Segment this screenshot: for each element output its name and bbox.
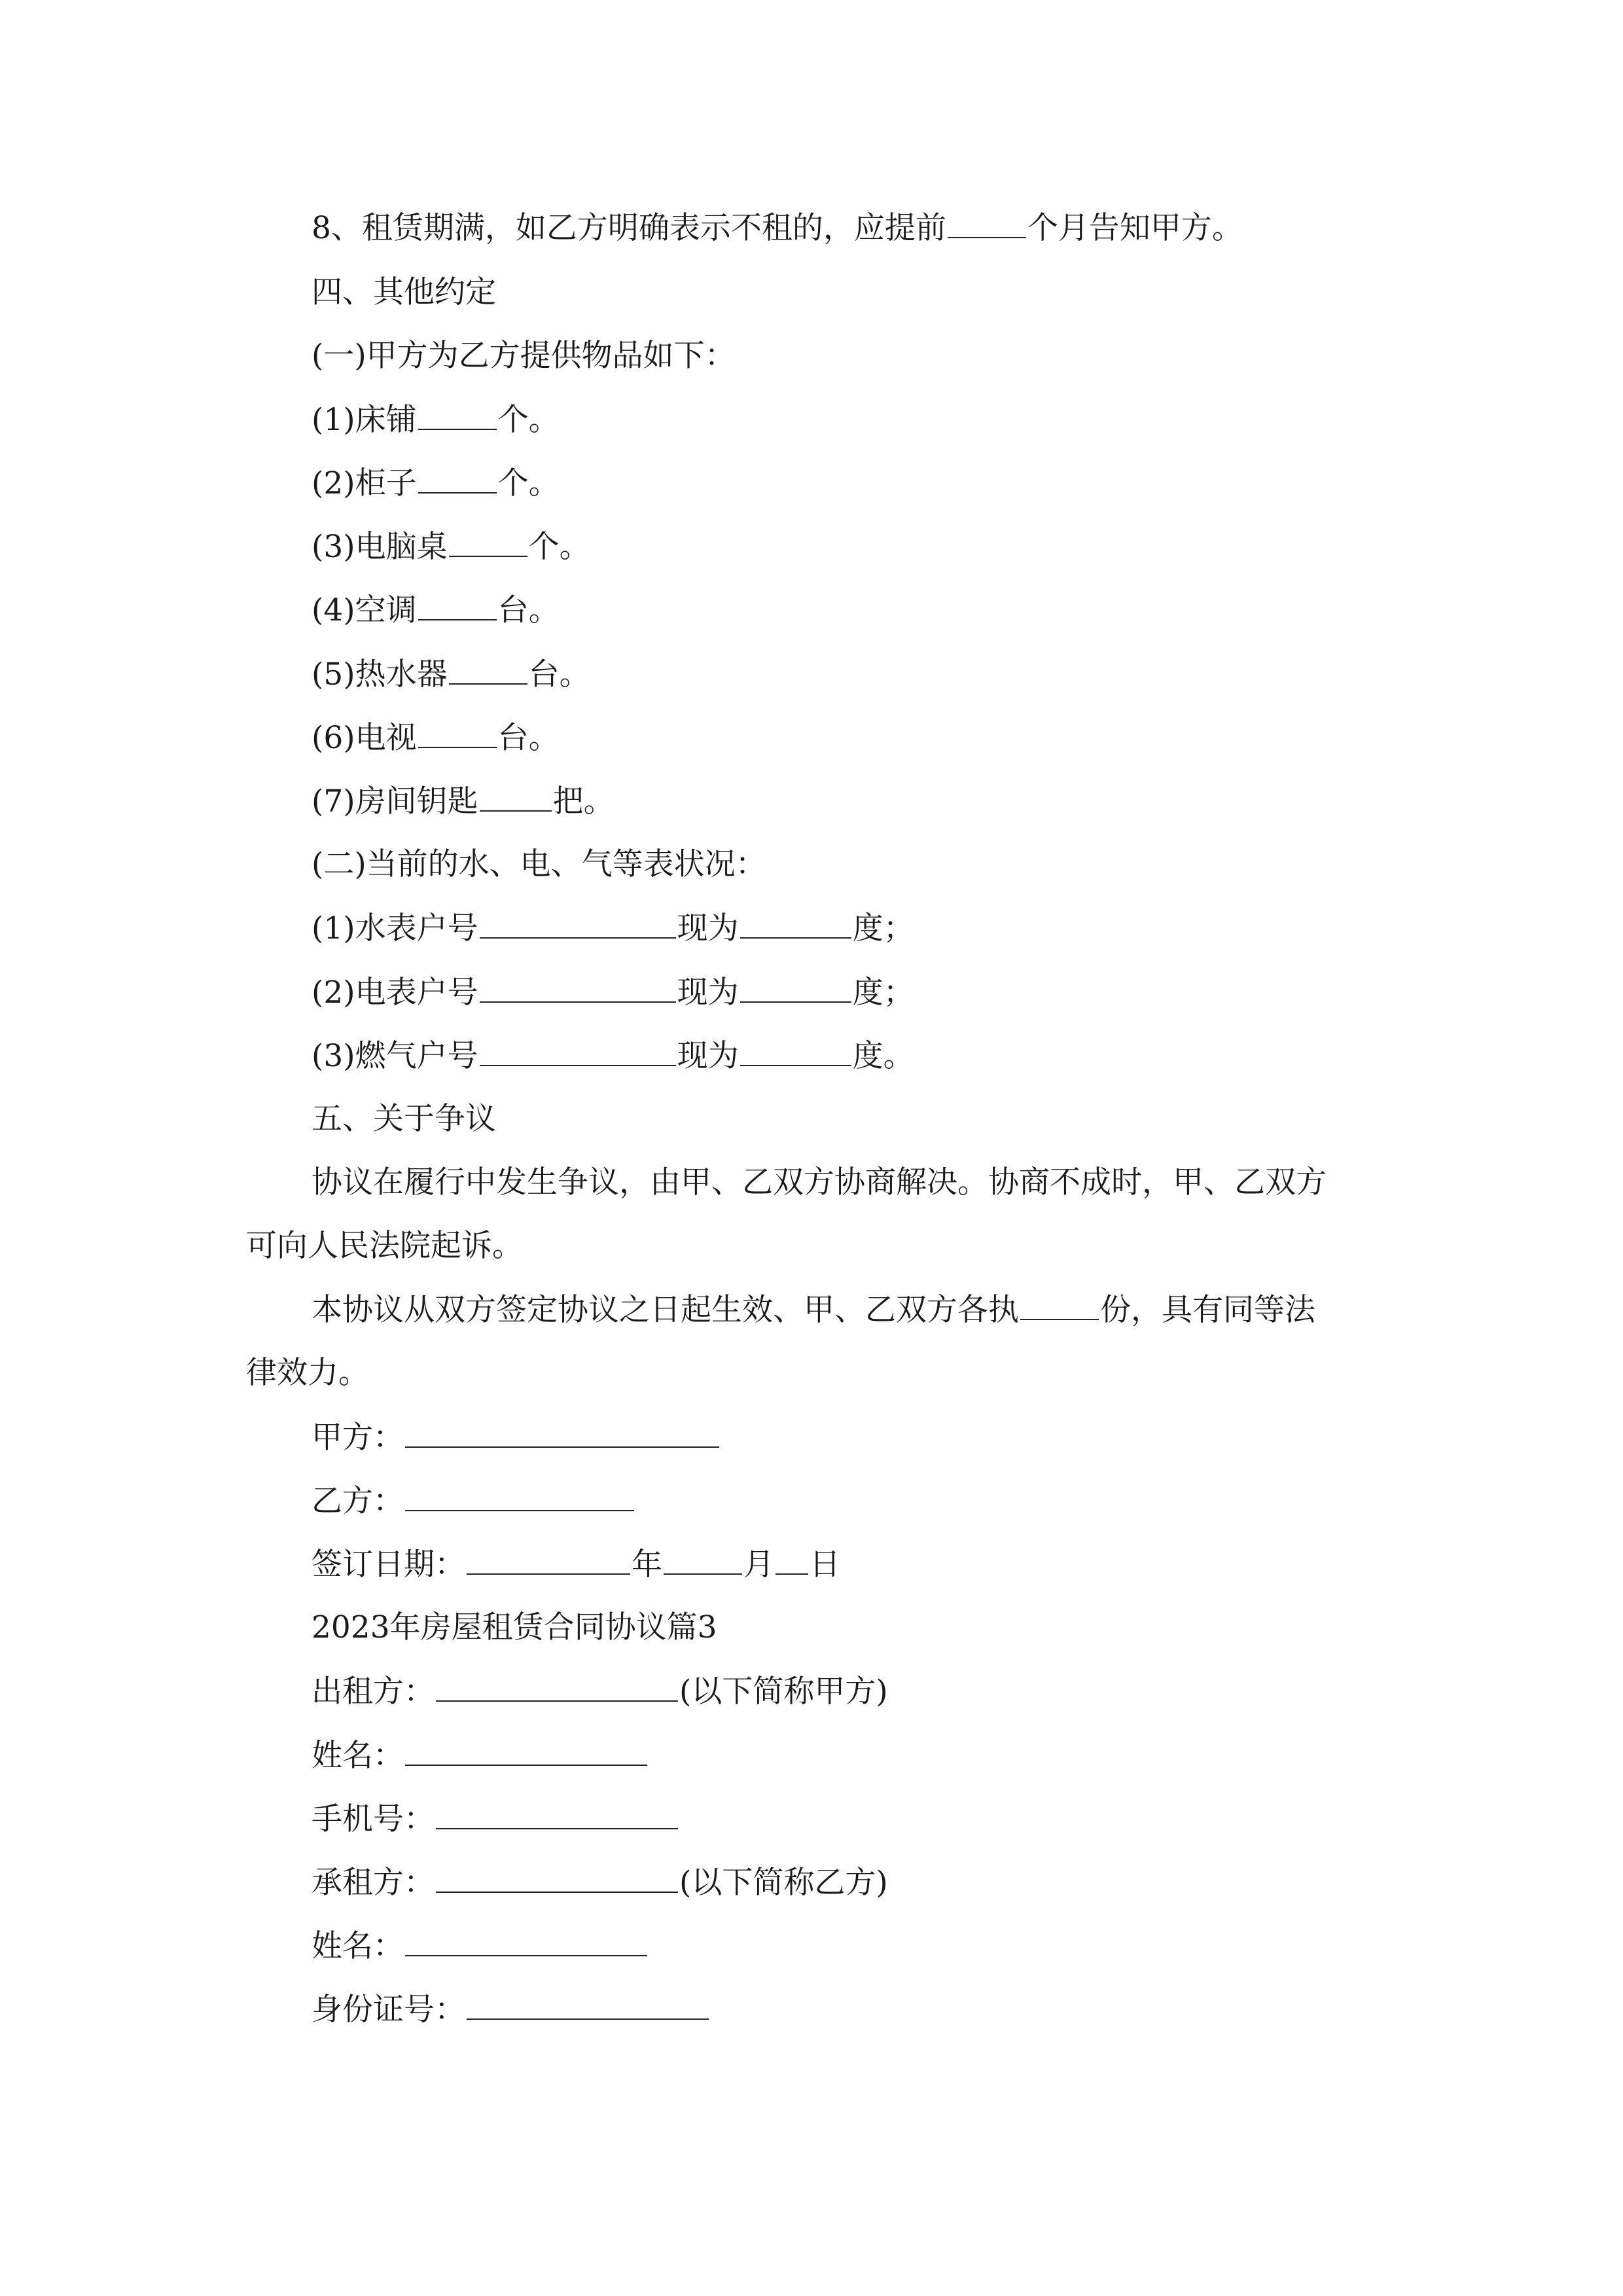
gas-meter-line [0,1036,1623,1075]
electric-account-blank[interactable] [480,973,676,1003]
keys-count-blank[interactable] [480,781,552,812]
heater-count-blank[interactable] [449,655,527,685]
gas-unit: 度。 [852,1038,914,1074]
lessor-phone-line [0,1799,1623,1839]
clause-8-text: 8、租赁期满，如乙方明确表示不租的，应提前 [312,210,946,246]
item-desk-unit: 个。 [528,529,590,565]
gas-current-label: 现为 [677,1038,739,1074]
item-keys-line [0,781,1623,821]
lessee-name-label: 姓名： [312,1928,404,1964]
item-heater-unit: 台。 [528,656,590,692]
notice-months-blank[interactable] [948,208,1026,238]
lessee-field[interactable] [436,1863,678,1893]
subsection-meters-title: (二)当前的水、电、气等表状况： [312,846,766,882]
item-bed-label: (1)床铺 [312,402,417,438]
lessee-label: 承租方： [312,1865,435,1901]
effect-text-1-suffix: 份，具有同等法 [1100,1292,1315,1328]
electric-reading-blank[interactable] [740,973,851,1003]
lessor-line [0,1672,1623,1711]
section-5-title: 五、关于争议 [312,1101,496,1137]
party-a-sign-line [0,1418,1623,1457]
clause-8-line [0,208,1623,247]
ac-count-blank[interactable] [418,590,497,620]
lessee-note: (以下简称乙方) [679,1865,888,1901]
lessee-line [0,1863,1623,1902]
item-bed-unit: 个。 [497,402,560,438]
lessee-name-field[interactable] [405,1926,647,1956]
party-a-signature-field[interactable] [405,1418,719,1448]
item-tv-line [0,718,1623,757]
lessee-id-field[interactable] [467,1990,709,2020]
month-label: 月 [743,1547,774,1583]
party-b-sign-line [0,1481,1623,1520]
lessor-name-label: 姓名： [312,1738,404,1774]
contract-3-title: 2023年房屋租赁合同协议篇3 [312,1609,717,1645]
bed-count-blank[interactable] [418,400,497,430]
effect-paragraph-line-2 [0,1354,1623,1393]
lessee-id-label: 身份证号： [312,1992,465,2028]
section-4-heading [0,273,1623,312]
lessor-field[interactable] [436,1672,678,1702]
day-label: 日 [810,1547,840,1583]
lessor-phone-field[interactable] [436,1799,678,1829]
item-bed-line [0,400,1623,439]
subsection-items-title: (一)甲方为乙方提供物品如下： [312,338,736,374]
item-ac-label: (4)空调 [312,592,417,628]
tv-count-blank[interactable] [418,718,497,748]
electric-current-label: 现为 [677,975,739,1011]
party-b-label: 乙方： [312,1483,404,1519]
effect-paragraph-line-1 [0,1290,1623,1329]
dispute-paragraph-line-2 [0,1227,1623,1266]
water-meter-label: (1)水表户号 [312,910,478,946]
item-cabinet-unit: 个。 [497,465,560,501]
lessor-name-field[interactable] [405,1736,647,1766]
item-cabinet-label: (2)柜子 [312,465,417,501]
item-tv-unit: 台。 [497,720,560,756]
electric-unit: 度； [852,975,914,1011]
item-tv-label: (6)电视 [312,720,417,756]
water-reading-blank[interactable] [740,908,851,939]
lessor-phone-label: 手机号： [312,1801,435,1837]
water-unit: 度； [852,910,914,946]
lessor-label: 出租方： [312,1674,435,1710]
dispute-text-1: 协议在履行中发生争议，由甲、乙双方协商解决。协商不成时，甲、乙双方 [312,1164,1327,1200]
water-current-label: 现为 [677,910,739,946]
lessor-name-line [0,1736,1623,1775]
cabinet-count-blank[interactable] [418,463,497,493]
water-account-blank[interactable] [480,908,676,939]
sign-date-line [0,1545,1623,1584]
contract-3-title-line [0,1608,1623,1647]
lessor-note: (以下简称甲方) [679,1674,888,1710]
sign-date-label: 签订日期： [312,1547,465,1583]
item-ac-unit: 台。 [497,592,560,628]
subsection-meters-heading [0,845,1623,884]
lessee-name-line [0,1926,1623,1965]
gas-reading-blank[interactable] [740,1036,851,1066]
lessee-id-line [0,1990,1623,2029]
water-meter-line [0,908,1623,948]
item-keys-unit: 把。 [552,783,615,819]
sign-month-blank[interactable] [664,1545,742,1575]
sign-year-blank[interactable] [467,1545,630,1575]
item-heater-label: (5)热水器 [312,656,448,692]
copies-blank[interactable] [1020,1290,1099,1320]
item-desk-label: (3)电脑桌 [312,529,448,565]
year-label: 年 [632,1547,662,1583]
section-4-title: 四、其他约定 [312,274,496,310]
electric-meter-label: (2)电表户号 [312,975,478,1011]
dispute-text-2: 可向人民法院起诉。 [246,1228,523,1264]
desk-count-blank[interactable] [449,527,527,557]
item-heater-line [0,655,1623,694]
effect-text-2: 律效力。 [246,1355,369,1391]
party-b-signature-field[interactable] [405,1481,634,1511]
item-keys-label: (7)房间钥匙 [312,783,478,819]
clause-8-suffix: 个月告知甲方。 [1027,210,1243,246]
gas-account-blank[interactable] [480,1036,676,1066]
item-cabinet-line [0,463,1623,503]
gas-meter-label: (3)燃气户号 [312,1038,478,1074]
dispute-paragraph-line-1 [0,1163,1623,1202]
item-desk-line [0,527,1623,566]
item-ac-line [0,590,1623,630]
effect-text-1: 本协议从双方签定协议之日起生效、甲、乙双方各执 [312,1292,1019,1328]
sign-day-blank[interactable] [776,1545,808,1575]
party-a-label: 甲方： [312,1420,404,1456]
section-5-heading [0,1100,1623,1139]
electric-meter-line [0,973,1623,1012]
subsection-items-heading [0,336,1623,376]
